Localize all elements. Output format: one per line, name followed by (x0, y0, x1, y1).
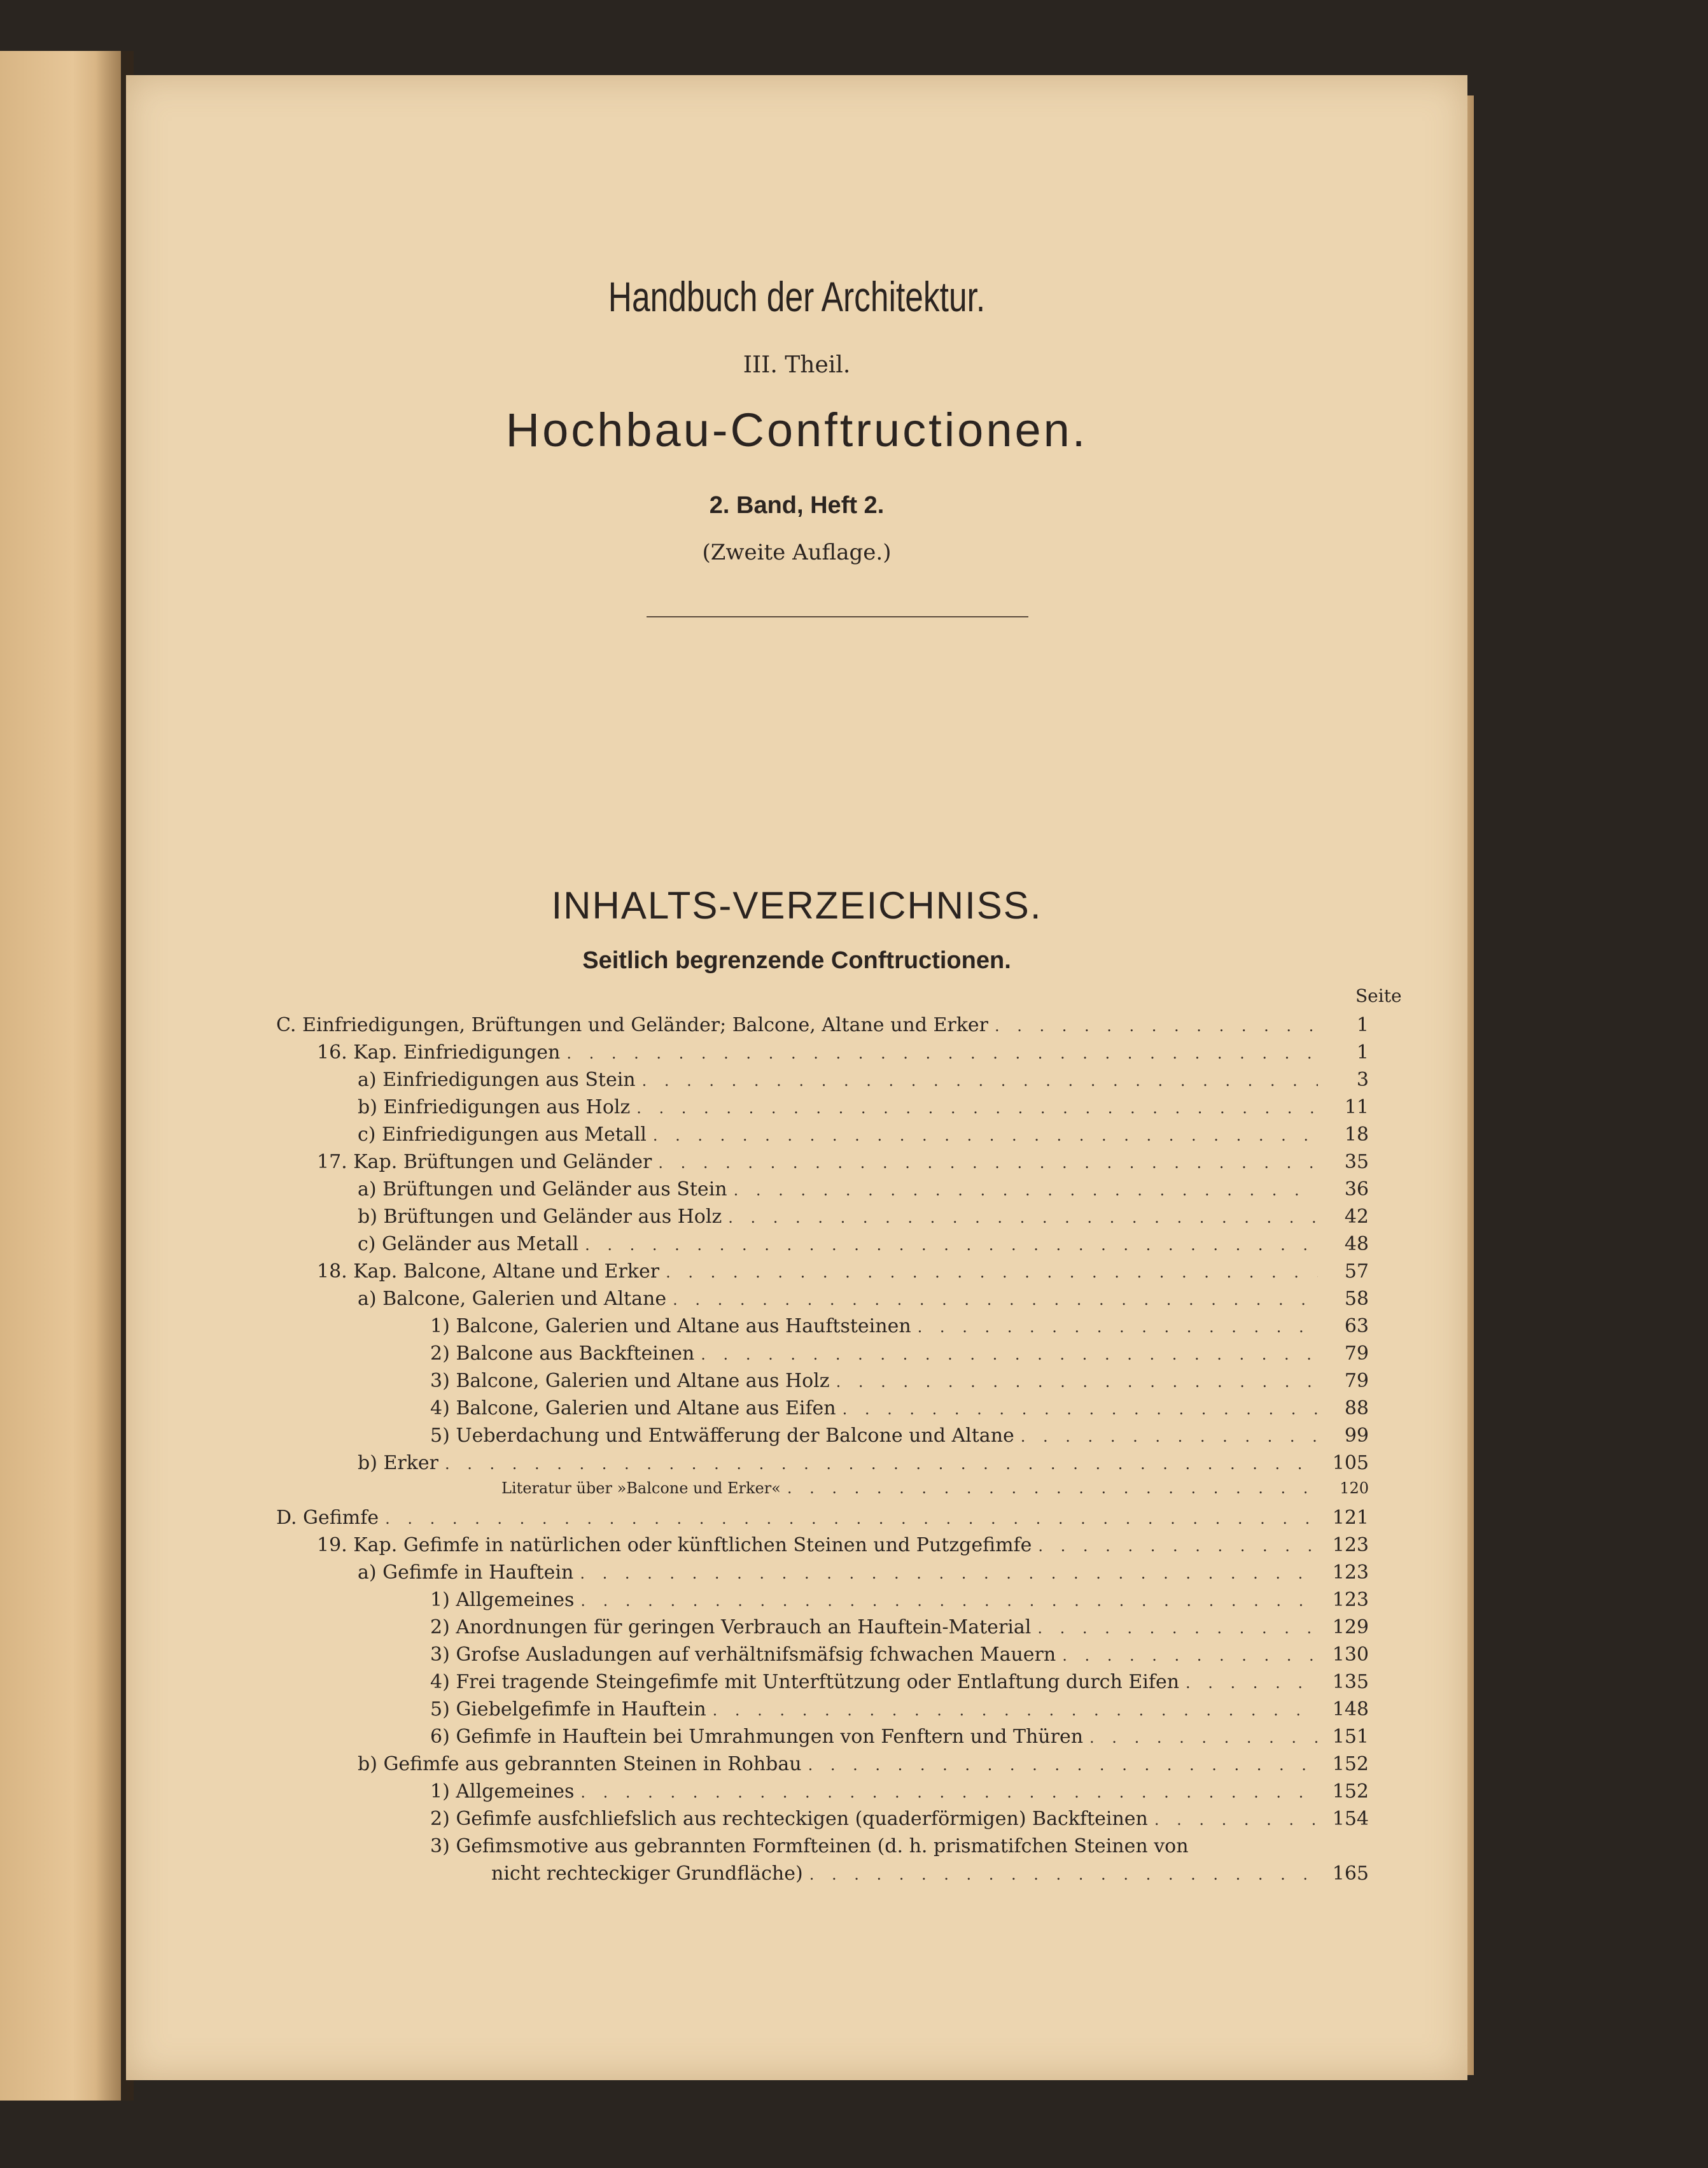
toc-entry: c) Einfriedigungen aus Metall . . . 18 (358, 1123, 1369, 1151)
toc-entry: 3) Balcone, Galerien und Altane aus Holz . . . 79 (430, 1370, 1369, 1398)
book-subtitle: Hochbau-Conftructionen. (505, 404, 1088, 456)
toc-entry: b) Einfriedigungen aus Holz . . . 11 (358, 1096, 1369, 1124)
toc-entry: 1) Allgemeines . . . 123 (430, 1589, 1369, 1617)
toc-entry: b) Erker . . . 105 (358, 1452, 1369, 1480)
toc-entry: 16. Kap. Einfriedigungen . . . 1 (317, 1041, 1369, 1069)
toc-entry: 19. Kap. Gefimfe in natürlichen oder künftlichen Steinen und Putzgefimfe . . . 123 (317, 1534, 1369, 1562)
toc-entry: 5) Ueberdachung und Entwäfferung der Balcone und Altane . . . 99 (430, 1425, 1369, 1453)
page-column-label: Seite (1355, 985, 1402, 1006)
book-page (126, 75, 1467, 2080)
toc-entry: 3) Grofse Ausladungen auf verhältnifsmäfsig fchwachen Mauern . . . 130 (430, 1644, 1369, 1672)
toc-entry: 18. Kap. Balcone, Altane und Erker . . . 57 (317, 1260, 1369, 1288)
toc-entry: 6) Gefimfe in Hauftein bei Umrahmungen von Fenftern und Thüren . . . 151 (430, 1726, 1369, 1754)
toc-entry: C. Einfriedigungen, Brüftungen und Geländer; Balcone, Altane und Erker . . . 1 (276, 1014, 1369, 1042)
toc-entry: c) Geländer aus Metall . . . 48 (358, 1233, 1369, 1261)
toc-title: INHALTS-VERZEICHNISS. (551, 884, 1042, 927)
toc-entry: 4) Balcone, Galerien und Altane aus Eifen . . . 88 (430, 1397, 1369, 1425)
book-part: III. Theil. (743, 352, 851, 378)
toc-entry: 2) Anordnungen für geringen Verbrauch an Hauftein-Material . . . 129 (430, 1616, 1369, 1644)
toc-entry: Literatur über »Balcone und Erker« . . . 120 (501, 1479, 1369, 1507)
toc-entry: 2) Gefimfe ausfchliefslich aus rechteckigen (quaderförmigen) Backfteinen . . . 154 (430, 1808, 1369, 1836)
toc-entry-continued: 3) Gefimsmotive aus gebrannten Formfteinen (d. h. prismatifchen Steinen von (430, 1835, 1189, 1857)
toc-entry: b) Gefimfe aus gebrannten Steinen in Rohbau . . . 152 (358, 1753, 1369, 1781)
toc-entry: 17. Kap. Brüftungen und Geländer . . . 35 (317, 1151, 1369, 1179)
book-title: Handbuch der Architektur. (608, 273, 986, 320)
toc-subtitle: Seitlich begrenzende Conftructionen. (582, 947, 1011, 974)
toc-entry: b) Brüftungen und Geländer aus Holz . . . 42 (358, 1206, 1369, 1234)
volume-info: 2. Band, Heft 2. (709, 492, 885, 519)
toc-entry: D. Gefimfe . . . 121 (276, 1507, 1369, 1535)
toc-entry: 5) Giebelgefimfe in Hauftein . . . 148 (430, 1698, 1369, 1726)
toc-entry: 1) Balcone, Galerien und Altane aus Hauftsteinen . . . 63 (430, 1315, 1369, 1343)
toc-entry: a) Gefimfe in Hauftein . . . 123 (358, 1561, 1369, 1589)
toc-entry: a) Balcone, Galerien und Altane . . . 58 (358, 1288, 1369, 1316)
edition-info: (Zweite Auflage.) (702, 540, 892, 565)
toc-entry: 1) Allgemeines . . . 152 (430, 1780, 1369, 1808)
toc-entry: a) Brüftungen und Geländer aus Stein . . . 36 (358, 1178, 1369, 1206)
toc-entry: 2) Balcone aus Backfteinen . . . 79 (430, 1342, 1369, 1370)
toc-entry: nicht rechteckiger Grundfläche) . . . 165 (491, 1862, 1369, 1890)
toc-entry: 4) Frei tragende Steingefimfe mit Unterftützung oder Entlaftung durch Eifen . . . 135 (430, 1671, 1369, 1699)
toc-entries (126, 75, 1467, 2080)
toc-entry: a) Einfriedigungen aus Stein . . . 3 (358, 1069, 1369, 1097)
